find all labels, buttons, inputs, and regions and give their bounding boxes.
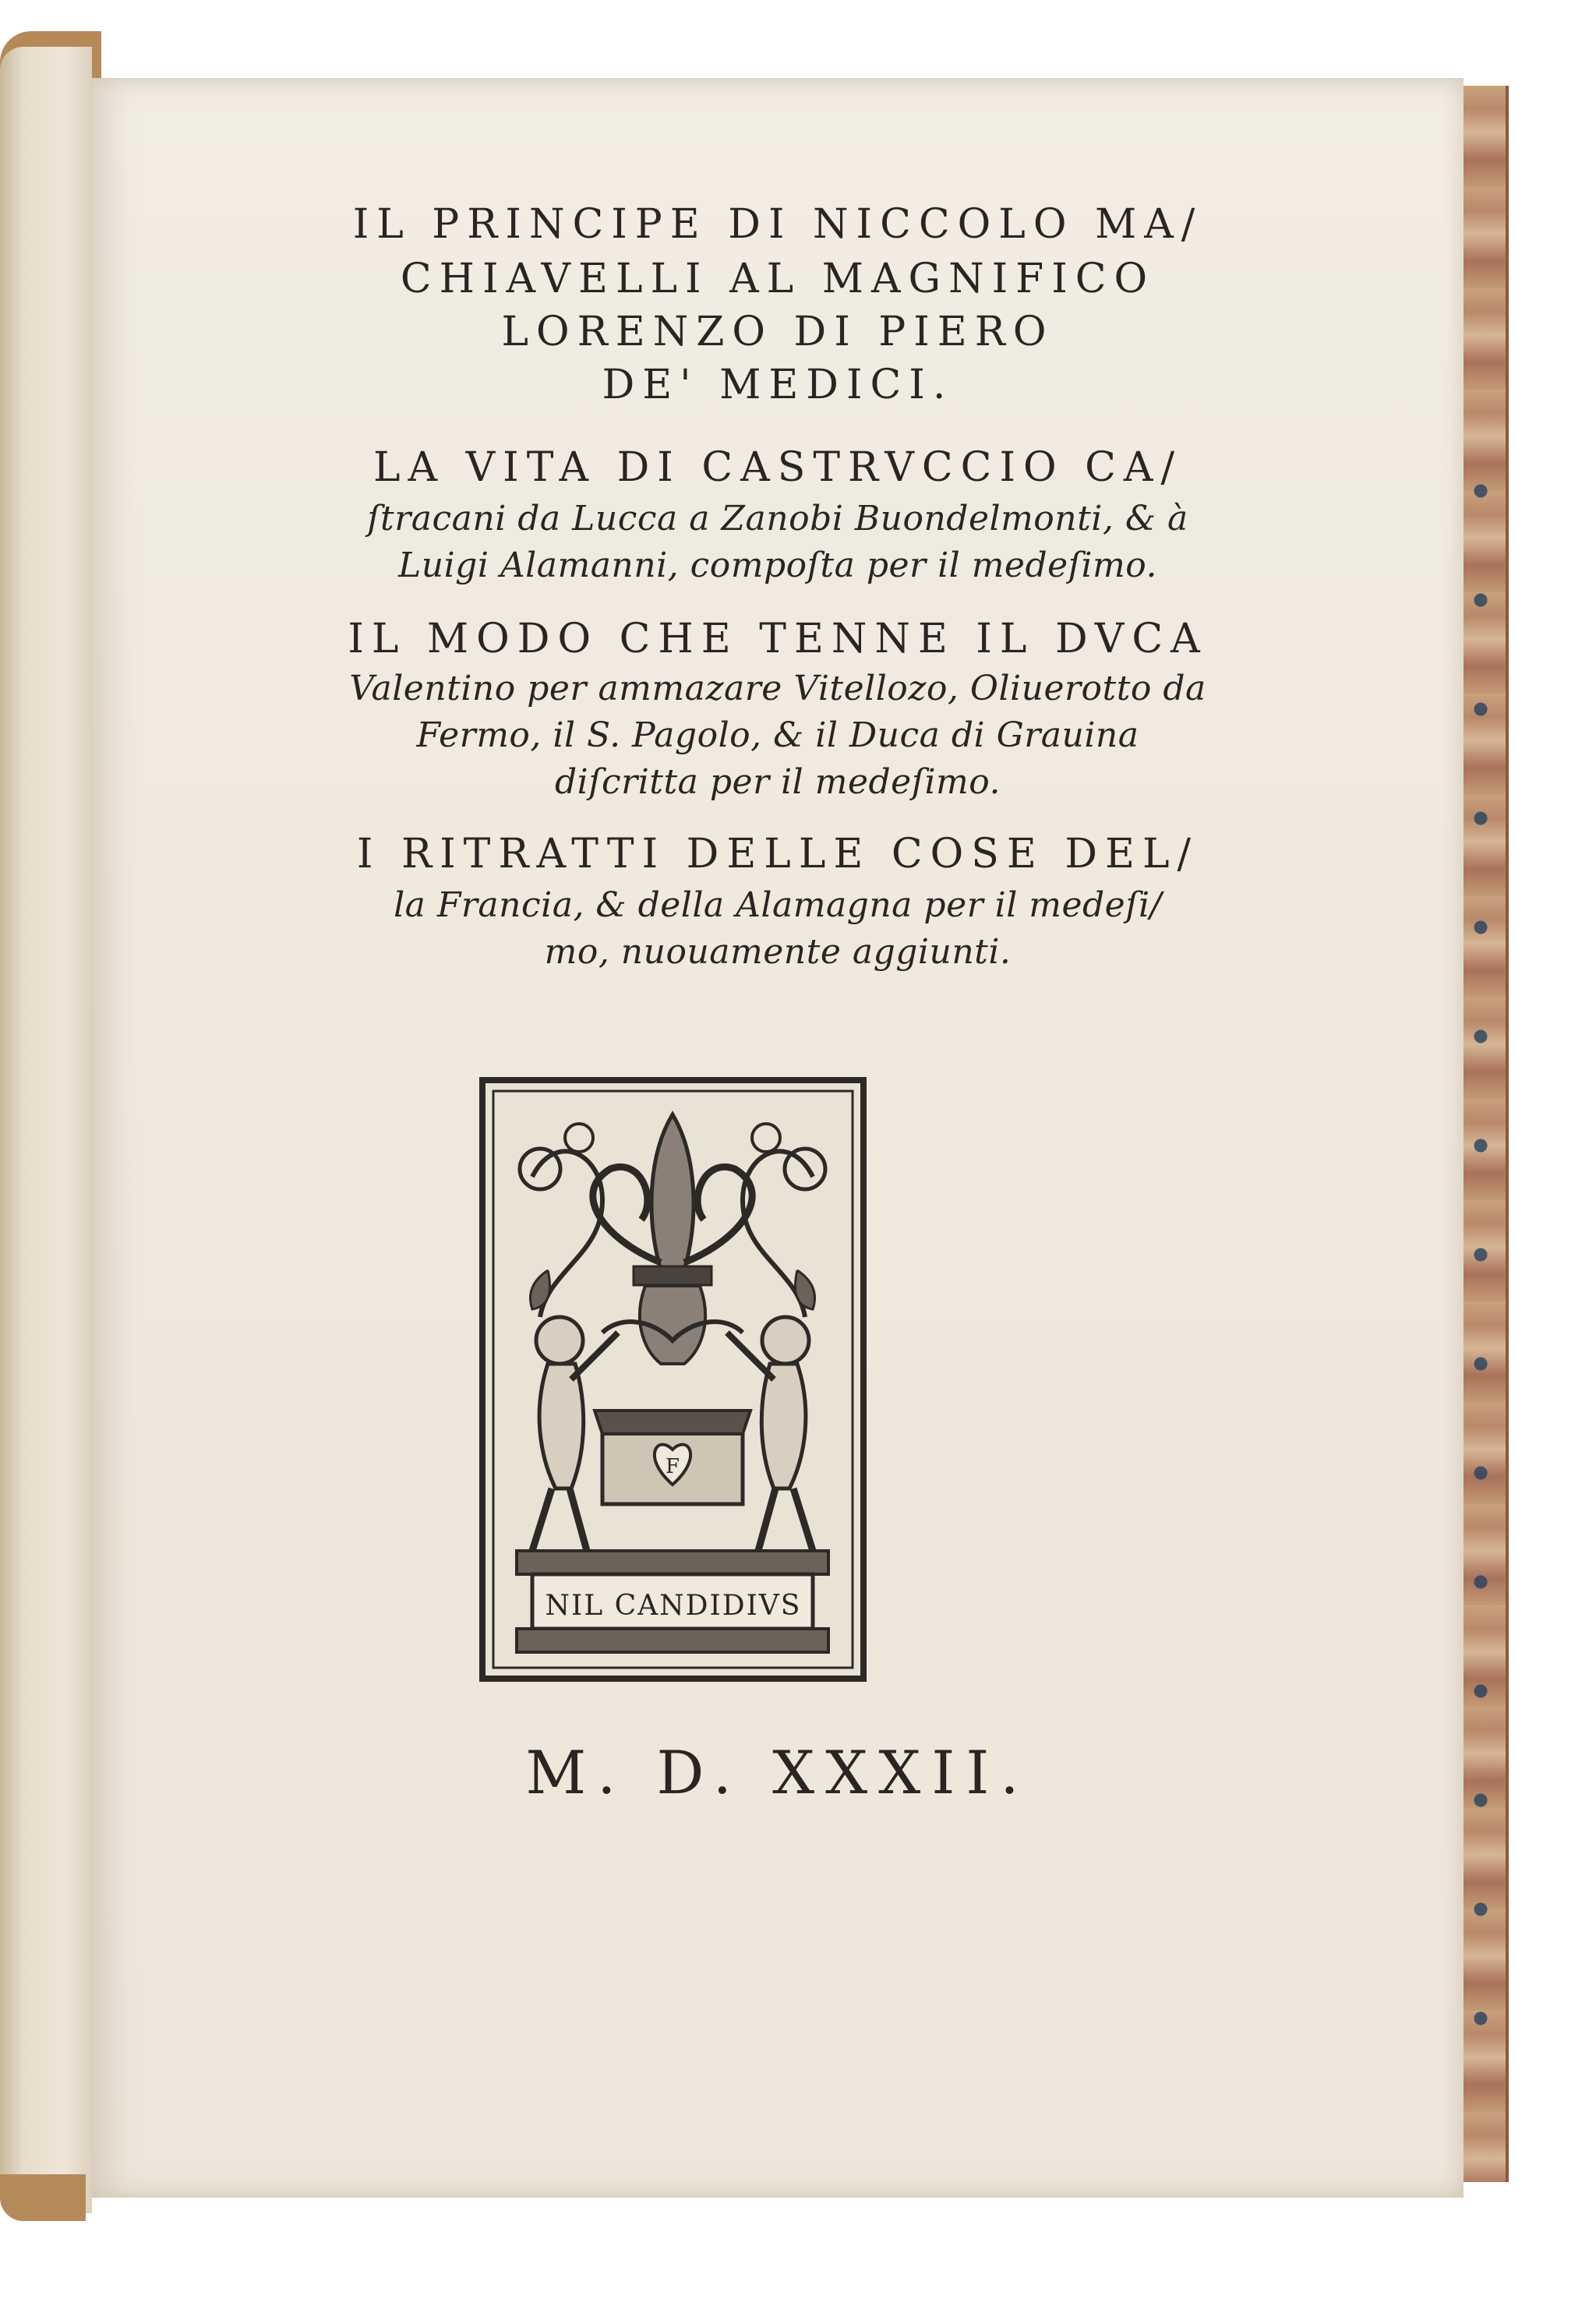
device-monogram: F (665, 1455, 680, 1478)
section-3-line-1: Valentino per ammazare Vitellozo, Oliuerotto da (349, 669, 1206, 708)
title-line-2: CHIAVELLI AL MAGNIFICO (400, 256, 1156, 302)
section-3-line-3: diſcritta per il medeſimo. (555, 762, 1001, 802)
device-motto: NIL CANDIDIVS (545, 1590, 802, 1622)
printers-device-woodcut (479, 1077, 867, 1682)
title-line-1: IL PRINCIPE DI NICCOLO MA/ (352, 201, 1203, 248)
title-line-3: LORENZO DI PIERO (501, 309, 1054, 355)
section-4-head: I RITRATTI DELLE COSE DEL/ (356, 831, 1199, 878)
section-2-head: LA VITA DI CASTRVCCIO CA/ (373, 444, 1183, 491)
imprint-date: M. D. XXXII. (525, 1738, 1030, 1807)
section-3-line-2: Fermo, il S. Pagolo, & il Duca di Grauina (416, 715, 1139, 755)
fleur-de-lis-device-illustration (486, 1083, 860, 1676)
section-2-line-2: Luigi Alamanni, compoſta per il medeſimo. (398, 546, 1157, 585)
section-3-head: IL MODO CHE TENNE IL DVCA (348, 616, 1208, 662)
title-page (92, 78, 1464, 2198)
facing-endpaper (0, 47, 92, 2213)
fore-edge-sprinkles (1465, 436, 1496, 2073)
section-4-line-2: mo, nuouamente aggiunti. (544, 932, 1012, 972)
section-2-line-1: ſtracani da Lucca a Zanobi Buondelmonti, & à (367, 499, 1188, 539)
section-4-line-1: la Francia, & della Alamagna per il medeſi/ (394, 885, 1162, 925)
binding-bottom-corner (0, 2174, 86, 2221)
title-line-4: DE' MEDICI. (602, 362, 954, 408)
